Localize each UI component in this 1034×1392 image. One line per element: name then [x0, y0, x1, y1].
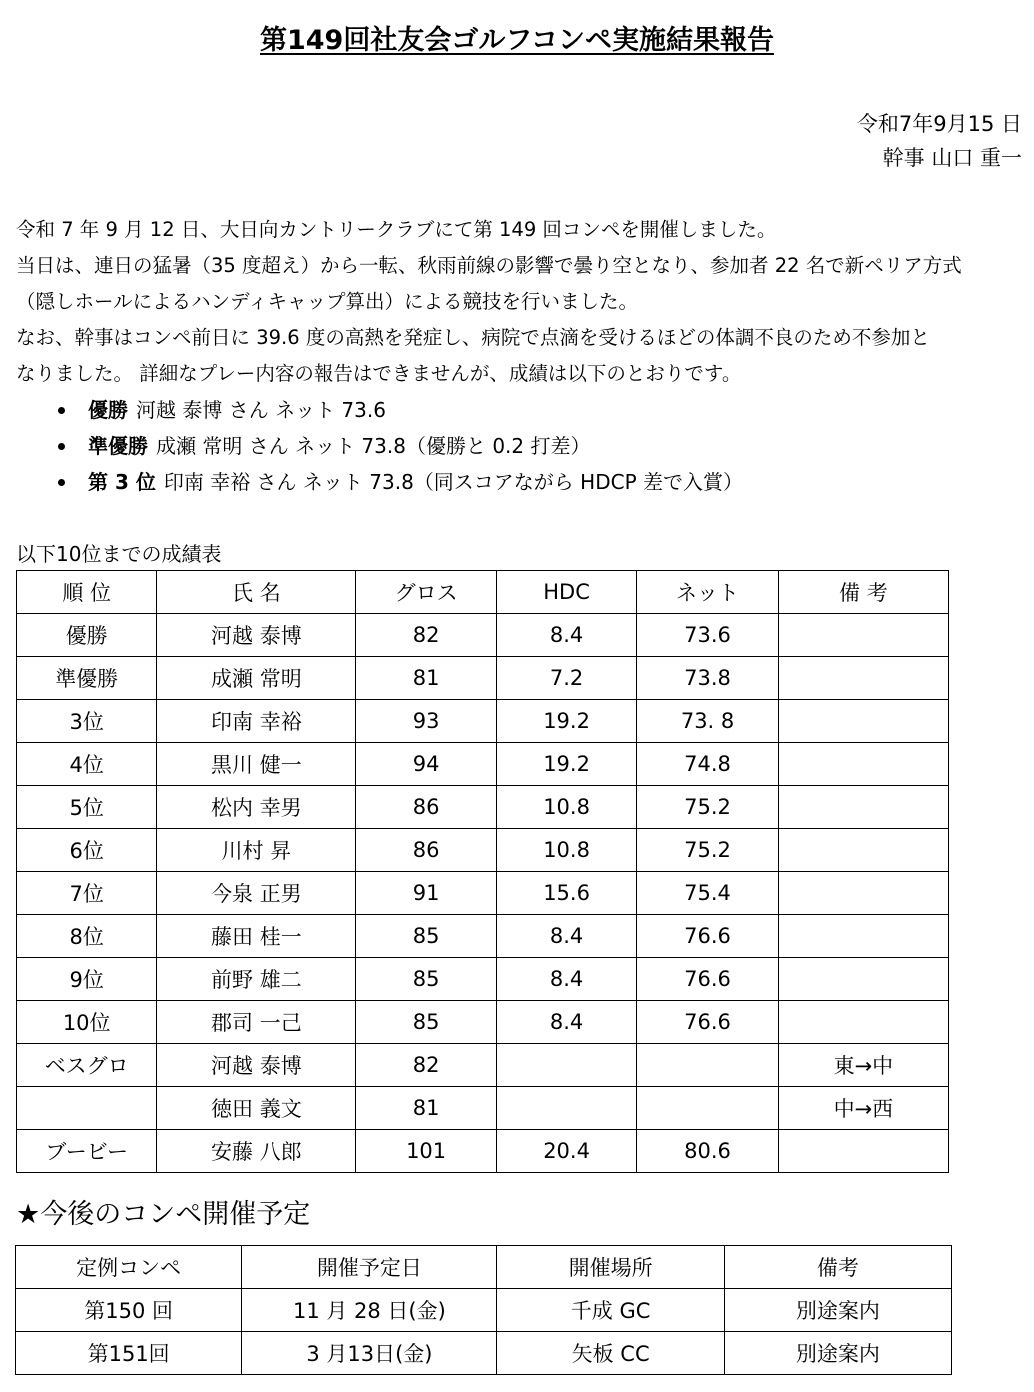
results-cell-note	[778, 657, 948, 700]
schedule-cell-remarks: 別途案内	[724, 1332, 951, 1375]
results-row	[17, 1001, 949, 1044]
results-cell-rank: 9位	[17, 958, 157, 1001]
results-cell-note	[778, 915, 948, 958]
schedule-row	[16, 1289, 952, 1332]
schedule-header-row	[16, 1246, 952, 1289]
results-cell-rank: 5位	[17, 786, 157, 829]
results-cell-hdc: 20.4	[496, 1130, 636, 1173]
winner-label: 優勝	[88, 398, 128, 422]
results-header-row	[17, 571, 949, 614]
winner-label: 準優勝	[88, 434, 148, 458]
results-cell-name: 松内 幸男	[157, 786, 356, 829]
results-cell-name: 河越 泰博	[157, 1044, 356, 1087]
results-row	[17, 743, 949, 786]
results-row	[17, 1130, 949, 1173]
schedule-cell-event: 第151回	[16, 1332, 242, 1375]
results-cell-note: 中→西	[778, 1087, 948, 1130]
results-cell-name: 藤田 桂一	[157, 915, 356, 958]
results-cell-net: 73.8	[637, 657, 778, 700]
header-venue: 開催場所	[497, 1246, 724, 1289]
winner-label: 第 3 位	[88, 470, 156, 494]
results-cell-name: 今泉 正男	[157, 872, 356, 915]
schedule-cell-date: 3 月13日(金)	[242, 1332, 497, 1375]
results-row	[17, 1087, 949, 1130]
results-cell-rank: 6位	[17, 829, 157, 872]
results-cell-gross: 93	[356, 700, 496, 743]
results-row	[17, 786, 949, 829]
results-cell-name: 河越 泰博	[157, 614, 356, 657]
results-cell-gross: 85	[356, 1001, 496, 1044]
results-cell-net: 76.6	[637, 958, 778, 1001]
paragraph-line: 当日は、連日の猛暑（35 度超え）から一転、秋雨前線の影響で曇り空となり、参加者 22 名で新ペリア方式	[16, 254, 962, 277]
results-row	[17, 829, 949, 872]
results-cell-gross: 81	[356, 657, 496, 700]
schedule-table	[15, 1245, 952, 1375]
results-cell-hdc: 8.4	[496, 915, 636, 958]
header-date: 開催予定日	[242, 1246, 497, 1289]
results-row	[17, 1044, 949, 1087]
paragraph-line: （隠しホールによるハンディキャップ算出）による競技を行いました。	[16, 290, 639, 313]
results-cell-name: 印南 幸裕	[157, 700, 356, 743]
results-cell-rank: 3位	[17, 700, 157, 743]
results-cell-rank: 7位	[17, 872, 157, 915]
results-cell-rank: 8位	[17, 915, 157, 958]
results-cell-note	[778, 829, 948, 872]
header-gross: グロス	[356, 571, 496, 614]
results-cell-hdc: 7.2	[496, 657, 636, 700]
paragraph-line: 令和 7 年 9 月 12 日、大日向カントリークラブにて第 149 回コンペを開催しました。	[16, 218, 777, 241]
results-cell-gross: 86	[356, 829, 496, 872]
report-date: 令和7年9月15 日	[856, 112, 1022, 136]
results-cell-gross: 94	[356, 743, 496, 786]
winner-item	[58, 428, 743, 464]
results-cell-hdc: 8.4	[496, 614, 636, 657]
results-cell-note	[778, 1130, 948, 1173]
results-cell-rank: 10位	[17, 1001, 157, 1044]
results-cell-net: 75.4	[637, 872, 778, 915]
results-cell-name: 川村 昇	[157, 829, 356, 872]
results-cell-net	[637, 1044, 778, 1087]
results-cell-net: 80.6	[637, 1130, 778, 1173]
paragraph-line: なりました。 詳細なプレー内容の報告はできませんが、成績は以下のとおりです。	[16, 362, 742, 385]
results-body	[17, 614, 949, 1173]
results-cell-rank	[17, 1087, 157, 1130]
results-cell-name: 徳田 義文	[157, 1087, 356, 1130]
results-cell-hdc	[496, 1087, 636, 1130]
results-row	[17, 872, 949, 915]
winner-text: 印南 幸裕 さん ネット 73.8（同スコアながら HDCP 差で入賞）	[163, 470, 743, 494]
results-cell-note	[778, 1001, 948, 1044]
winner-text: 河越 泰博 さん ネット 73.6	[136, 398, 386, 422]
results-cell-gross: 86	[356, 786, 496, 829]
results-cell-hdc: 10.8	[496, 786, 636, 829]
paragraph-line: なお、幹事はコンペ前日に 39.6 度の高熱を発症し、病院で点滴を受けるほどの体調不良のため不参加と	[16, 326, 930, 349]
results-cell-gross: 91	[356, 872, 496, 915]
header-net: ネット	[637, 571, 778, 614]
results-cell-hdc	[496, 1044, 636, 1087]
winner-text: 成瀬 常明 さん ネット 73.8（優勝と 0.2 打差）	[156, 434, 591, 458]
results-cell-rank: ベスグロ	[17, 1044, 157, 1087]
schedule-heading: ★今後のコンペ開催予定	[16, 1199, 311, 1230]
schedule-cell-remarks: 別途案内	[724, 1289, 951, 1332]
results-cell-name: 安藤 八郎	[157, 1130, 356, 1173]
results-row	[17, 700, 949, 743]
winner-item	[58, 464, 743, 500]
results-row	[17, 657, 949, 700]
results-cell-note	[778, 743, 948, 786]
results-cell-name: 前野 雄二	[157, 958, 356, 1001]
results-cell-note: 東→中	[778, 1044, 948, 1087]
results-cell-net: 74.8	[637, 743, 778, 786]
winners-list	[58, 392, 743, 500]
results-cell-net: 76.6	[637, 1001, 778, 1044]
results-cell-hdc: 19.2	[496, 700, 636, 743]
schedule-cell-venue: 矢板 CC	[497, 1332, 724, 1375]
header-remarks: 備考	[724, 1246, 951, 1289]
winner-item	[58, 392, 743, 428]
results-cell-gross: 85	[356, 915, 496, 958]
results-cell-note	[778, 786, 948, 829]
results-cell-name: 黒川 健一	[157, 743, 356, 786]
schedule-body	[16, 1289, 952, 1375]
results-row	[17, 915, 949, 958]
results-cell-hdc: 19.2	[496, 743, 636, 786]
header-note: 備 考	[778, 571, 948, 614]
results-cell-note	[778, 700, 948, 743]
report-author: 幹事 山口 重一	[882, 146, 1022, 170]
results-cell-hdc: 10.8	[496, 829, 636, 872]
results-cell-net: 76.6	[637, 915, 778, 958]
header-rank: 順 位	[17, 571, 157, 614]
results-cell-gross: 81	[356, 1087, 496, 1130]
results-cell-rank: 優勝	[17, 614, 157, 657]
header-event: 定例コンペ	[16, 1246, 242, 1289]
results-cell-gross: 85	[356, 958, 496, 1001]
results-cell-gross: 82	[356, 1044, 496, 1087]
results-cell-hdc: 8.4	[496, 1001, 636, 1044]
results-cell-net: 73.6	[637, 614, 778, 657]
report-title: 第149回社友会ゴルフコンペ実施結果報告	[259, 25, 774, 56]
results-row	[17, 614, 949, 657]
schedule-row	[16, 1332, 952, 1375]
header-name: 氏 名	[157, 571, 356, 614]
schedule-cell-event: 第150 回	[16, 1289, 242, 1332]
report-body	[16, 212, 1026, 392]
results-cell-hdc: 15.6	[496, 872, 636, 915]
results-cell-name: 成瀬 常明	[157, 657, 356, 700]
results-cell-gross: 101	[356, 1130, 496, 1173]
results-cell-name: 郡司 一己	[157, 1001, 356, 1044]
results-row	[17, 958, 949, 1001]
results-cell-net: 75.2	[637, 829, 778, 872]
results-cell-net: 75.2	[637, 786, 778, 829]
results-table	[16, 570, 949, 1173]
results-cell-hdc: 8.4	[496, 958, 636, 1001]
results-cell-rank: 4位	[17, 743, 157, 786]
results-cell-note	[778, 872, 948, 915]
results-cell-net: 73. 8	[637, 700, 778, 743]
header-hdc: HDC	[496, 571, 636, 614]
results-cell-note	[778, 958, 948, 1001]
results-cell-note	[778, 614, 948, 657]
results-cell-rank: 準優勝	[17, 657, 157, 700]
results-cell-gross: 82	[356, 614, 496, 657]
schedule-cell-venue: 千成 GC	[497, 1289, 724, 1332]
results-caption: 以下10位までの成績表	[16, 542, 222, 566]
schedule-cell-date: 11 月 28 日(金)	[242, 1289, 497, 1332]
results-cell-net	[637, 1087, 778, 1130]
results-cell-rank: ブービー	[17, 1130, 157, 1173]
